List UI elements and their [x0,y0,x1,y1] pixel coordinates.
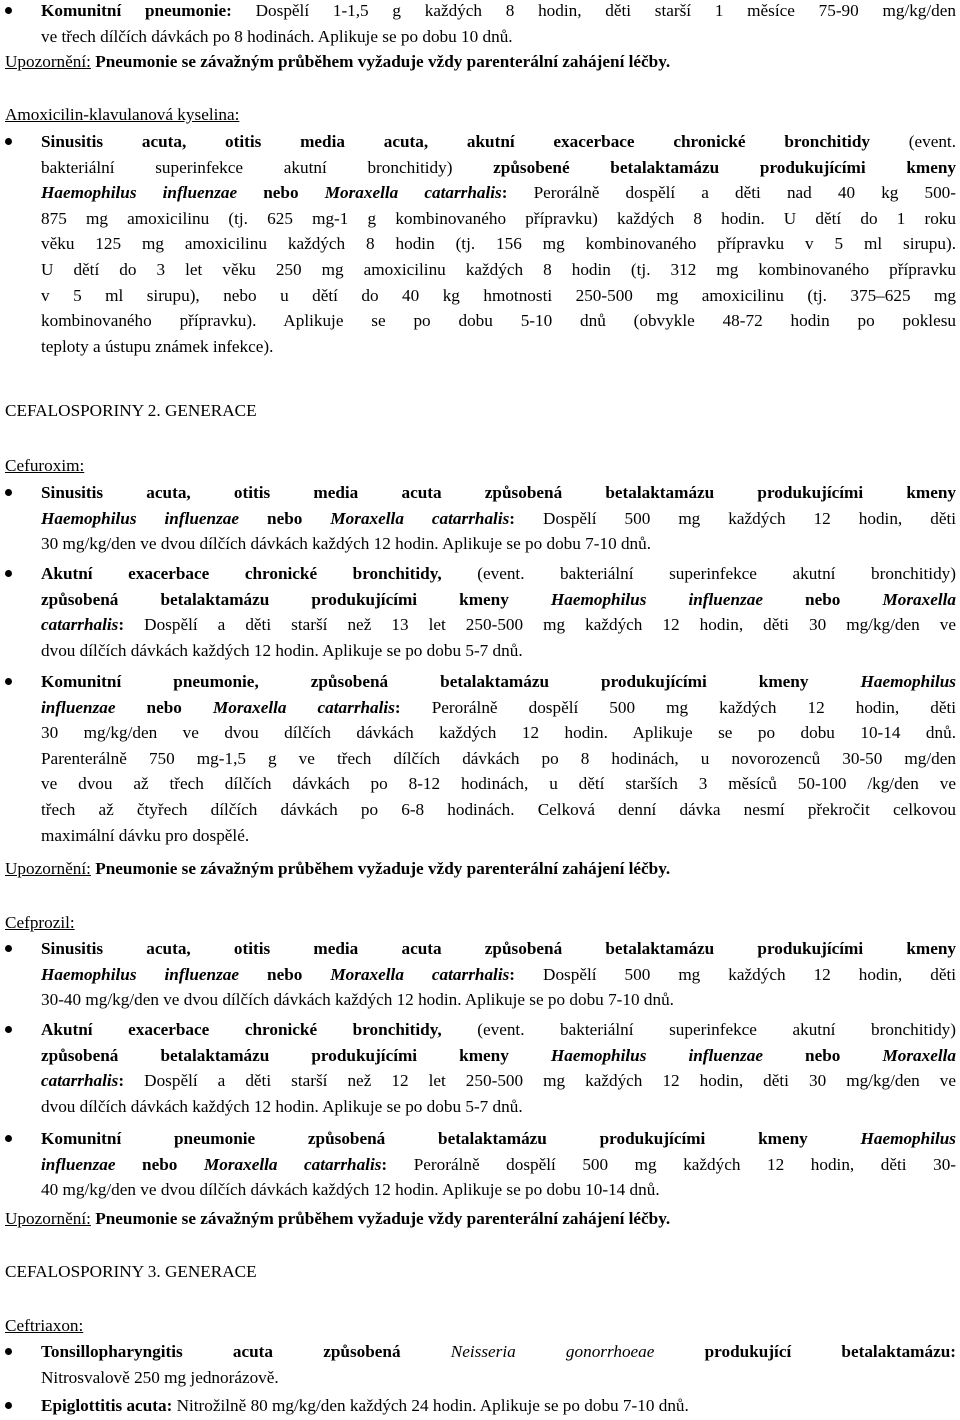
warning-note [5,1206,956,1232]
text-run: Dospělí a děti starší než 13 let 250-500 mg každých 12 hodin, děti 30 mg/kg/den ve [124,615,956,635]
list-item [5,1393,956,1419]
bold-text: : [501,183,508,203]
drug-heading [5,910,956,936]
text-run: 875 mg amoxicilinu (tj. 625 mg-1 g kombinovaného přípravku) každých 8 hodin. U dětí do 1 roku [41,208,956,228]
bold-text: nebo [237,183,325,203]
bold-text: Sinusitis acuta, otitis media acuta, akutní exacerbace chronické bronchitidy [41,132,870,151]
text-line [5,129,956,155]
text-line [5,910,956,936]
text-line [5,771,956,797]
text-run: CEFALOSPORINY 2. GENERACE [5,401,257,420]
bold-text: : [509,508,516,528]
text-line [5,480,956,506]
text-line [5,1094,956,1120]
bold-italic-text: Haemophilus influenzae [550,589,763,609]
bold-italic-text: Moraxella catarrhalis [324,183,502,203]
bold-italic-text: Moraxella [882,589,956,609]
text-run: (event. bakteriální superinfekce akutní bronchitidy) [441,1020,956,1039]
underlined-text: Cefuroxim: [5,456,85,475]
text-run: Dospělí 1-1,5 g každých 8 hodin, děti starší 1 měsíce 75-90 mg/kg/den [231,1,956,20]
bold-text: nebo [239,964,331,984]
text-line [5,334,956,360]
text-line [5,669,956,695]
list-item [5,480,956,557]
bold-text: nebo [762,589,883,609]
list-item [5,129,956,359]
text-line [5,308,956,334]
text-run: v 5 ml sirupu), nebo u dětí do 40 kg hmotnosti 250-500 mg amoxicilinu (tj. 375–625 mg [41,285,956,305]
text-run: (event. bakteriální superinfekce akutní bronchitidy) [441,564,956,583]
text-line [5,1043,956,1069]
text-line [5,283,956,309]
bold-text: Akutní exacerbace chronické bronchitidy, [41,564,442,583]
list-item [5,1339,956,1390]
text-line [5,155,956,181]
bold-text: : [118,615,125,635]
text-run: ve třech dílčích dávkách po 8 hodinách. Aplikuje se po dobu 10 dnů. [41,26,513,46]
bold-italic-text: catarrhalis [41,615,119,635]
bold-text: způsobená betalaktamázu produkujícími kmeny [41,589,551,609]
drug-heading [5,1313,956,1339]
bold-italic-text: Moraxella catarrhalis [212,697,395,717]
text-line [5,720,956,746]
text-run: U dětí do 3 let věku 250 mg amoxicilinu každých 8 hodin (tj. 312 mg kombinovaného přípravku [41,259,956,279]
underlined-text: Cefprozil: [5,913,75,932]
bold-text: Tonsillopharyngitis acuta způsobená [41,1342,451,1361]
text-line [5,823,956,849]
warning-note [5,49,956,75]
text-line [5,1177,956,1203]
bold-italic-text: Haemophilus influenzae [41,183,238,203]
bold-italic-text: Haemophilus influenzae [41,508,240,528]
text-run: Perorálně dospělí a děti nad 40 kg 500- [507,183,957,203]
text-line [5,0,956,24]
text-run: 30 mg/kg/den ve dvou dílčích dávkách každých 12 hodin. Aplikuje se po dobu 7-10 dnů. [41,534,652,554]
list-item [5,1017,956,1119]
bold-text: Sinusitis acuta, otitis media acuta způsobená betalaktamázu produkujícími kmeny [41,483,956,502]
text-line [5,612,956,638]
text-run: kombinovaného přípravku). Aplikuje se po dobu 5-10 dnů (obvykle 48-72 hodin po poklesu [41,311,956,331]
text-line [5,797,956,823]
bold-text: nebo [115,1154,204,1174]
bold-text: Pneumonie se závažným průběhem vyžaduje vždy parenterální zahájení léčby. [90,1209,671,1228]
text-run: Parenterálně 750 mg-1,5 g ve třech dílčích dávkách po 8 hodinách, u novorozenců 30-50 mg/den [41,748,956,768]
text-line [5,695,956,721]
underlined-text: Upozornění: [5,859,91,878]
bold-text: způsobené betalaktamázu produkujícími kmeny [493,157,956,177]
drug-heading [5,453,956,479]
section-heading [5,398,956,424]
text-line [5,1393,956,1419]
bold-text: Epiglottitis acuta: [41,1396,173,1415]
bold-text: Pneumonie se závažným průběhem vyžaduje vždy parenterální zahájení léčby. [90,52,671,71]
bold-text: Komunitní pneumonie způsobená betalaktamázu produkujícími kmeny [41,1129,861,1148]
text-line [5,962,956,988]
list-item [5,0,956,49]
text-run: maximální dávku pro dospělé. [41,825,250,845]
text-run: třech až čtyřech dílčích dávkách po 6-8 hodinách. Celková denní dávka nesmí překročit celkovou [41,799,956,819]
bold-italic-text: influenzae [41,1154,116,1174]
bold-italic-text: Moraxella catarrhalis [203,1154,382,1174]
italic-text: Neisseria gonorrhoeae [450,1342,655,1361]
bold-italic-text: influenzae [41,697,116,717]
list-item [5,936,956,1013]
bold-text: nebo [115,697,213,717]
text-line [5,453,956,479]
text-line [5,49,956,75]
bold-italic-text: Haemophilus [860,672,956,691]
bold-text: Sinusitis acuta, otitis media acuta způsobená betalaktamázu produkujícími kmeny [41,939,956,958]
text-line [5,1152,956,1178]
text-run: Perorálně dospělí 500 mg každých 12 hodin, děti 30- [387,1154,957,1174]
text-line [5,1313,956,1339]
text-line [5,638,956,664]
text-line [5,531,956,557]
text-run: teploty a ústupu známek infekce). [41,336,274,356]
text-line [5,1126,956,1152]
bold-text: : [509,964,516,984]
bold-italic-text: Moraxella [882,1045,956,1065]
text-line [5,1339,956,1365]
text-run: Nitrožilně 80 mg/kg/den každých 24 hodin. Aplikuje se po dobu 7-10 dnů. [172,1396,689,1415]
bold-text: Pneumonie se závažným průběhem vyžaduje vždy parenterální zahájení léčby. [90,859,671,878]
bold-text: : [394,697,401,717]
bold-text: Akutní exacerbace chronické bronchitidy, [41,1020,442,1039]
bold-text: Komunitní pneumonie: [41,1,232,20]
text-line [5,1017,956,1043]
text-line [5,257,956,283]
text-line [5,1068,956,1094]
text-run: věku 125 mg amoxicilinu každých 8 hodin (tj. 156 mg kombinovaného přípravku v 5 ml sirupu). [41,234,956,254]
text-line [5,24,956,50]
text-line [5,231,956,257]
list-item [5,561,956,663]
text-run: 30-40 mg/kg/den ve dvou dílčích dávkách každých 12 hodin. Aplikuje se po dobu 7-10 dnů. [41,990,674,1010]
bold-text: způsobená betalaktamázu produkujícími kmeny [41,1045,551,1065]
list-item [5,669,956,848]
bold-italic-text: Moraxella catarrhalis [330,508,510,528]
text-line [5,587,956,613]
bold-italic-text: Moraxella catarrhalis [330,964,510,984]
text-line [5,398,956,424]
text-line [5,856,956,882]
underlined-text: Ceftriaxon: [5,1316,84,1335]
text-line [5,746,956,772]
bold-italic-text: Haemophilus influenzae [550,1045,763,1065]
text-line [5,102,956,128]
text-line [5,1365,956,1391]
text-run: Dospělí a děti starší než 12 let 250-500 mg každých 12 hodin, děti 30 mg/kg/den ve [124,1071,956,1091]
text-line [5,206,956,232]
text-run: ve dvou až třech dílčích dávkách po 8-12 hodinách, u dětí starších 3 měsíců 50-100 /kg/den ve [41,774,956,794]
bold-italic-text: Haemophilus influenzae [41,964,240,984]
bold-text: : [381,1154,388,1174]
text-run: Dospělí 500 mg každých 12 hodin, děti [515,964,957,984]
text-line [5,506,956,532]
text-line [5,1259,956,1285]
text-run: Nitrosvalově 250 mg jednorázově. [41,1367,279,1387]
text-run: Perorálně dospělí 500 mg každých 12 hodin, děti [400,697,956,717]
text-line [5,936,956,962]
text-run: bakteriální superinfekce akutní bronchitidy) [41,157,494,177]
text-line [5,987,956,1013]
bold-text: produkující betalaktamázu: [654,1342,956,1361]
bold-italic-text: Haemophilus [860,1129,956,1148]
text-run: Dospělí 500 mg každých 12 hodin, děti [515,508,957,528]
text-run: 30 mg/kg/den ve dvou dílčích dávkách každých 12 hodin. Aplikuje se po dobu 10-14 dnů. [41,723,956,743]
list-item [5,1126,956,1203]
text-line [5,561,956,587]
bold-italic-text: catarrhalis [41,1071,119,1091]
bold-text: nebo [239,508,331,528]
bold-text: nebo [762,1045,883,1065]
bold-text: Komunitní pneumonie, způsobená betalaktamázu produkujícími kmeny [41,672,861,691]
underlined-text: Amoxicilin-klavulanová kyselina: [5,105,240,124]
text-line [5,1206,956,1232]
section-heading [5,1259,956,1285]
warning-note [5,856,956,882]
text-run: 40 mg/kg/den ve dvou dílčích dávkách každých 12 hodin. Aplikuje se po dobu 10-14 dnů. [41,1180,660,1200]
underlined-text: Upozornění: [5,1209,91,1228]
bold-text: : [118,1071,125,1091]
underlined-text: Upozornění: [5,52,91,71]
text-run: CEFALOSPORINY 3. GENERACE [5,1262,257,1281]
text-run: dvou dílčích dávkách každých 12 hodin. Aplikuje se po dobu 5-7 dnů. [41,640,523,660]
drug-heading [5,102,956,128]
text-run: (event. [869,132,956,151]
text-run: dvou dílčích dávkách každých 12 hodin. Aplikuje se po dobu 5-7 dnů. [41,1096,523,1116]
text-line [5,180,956,206]
